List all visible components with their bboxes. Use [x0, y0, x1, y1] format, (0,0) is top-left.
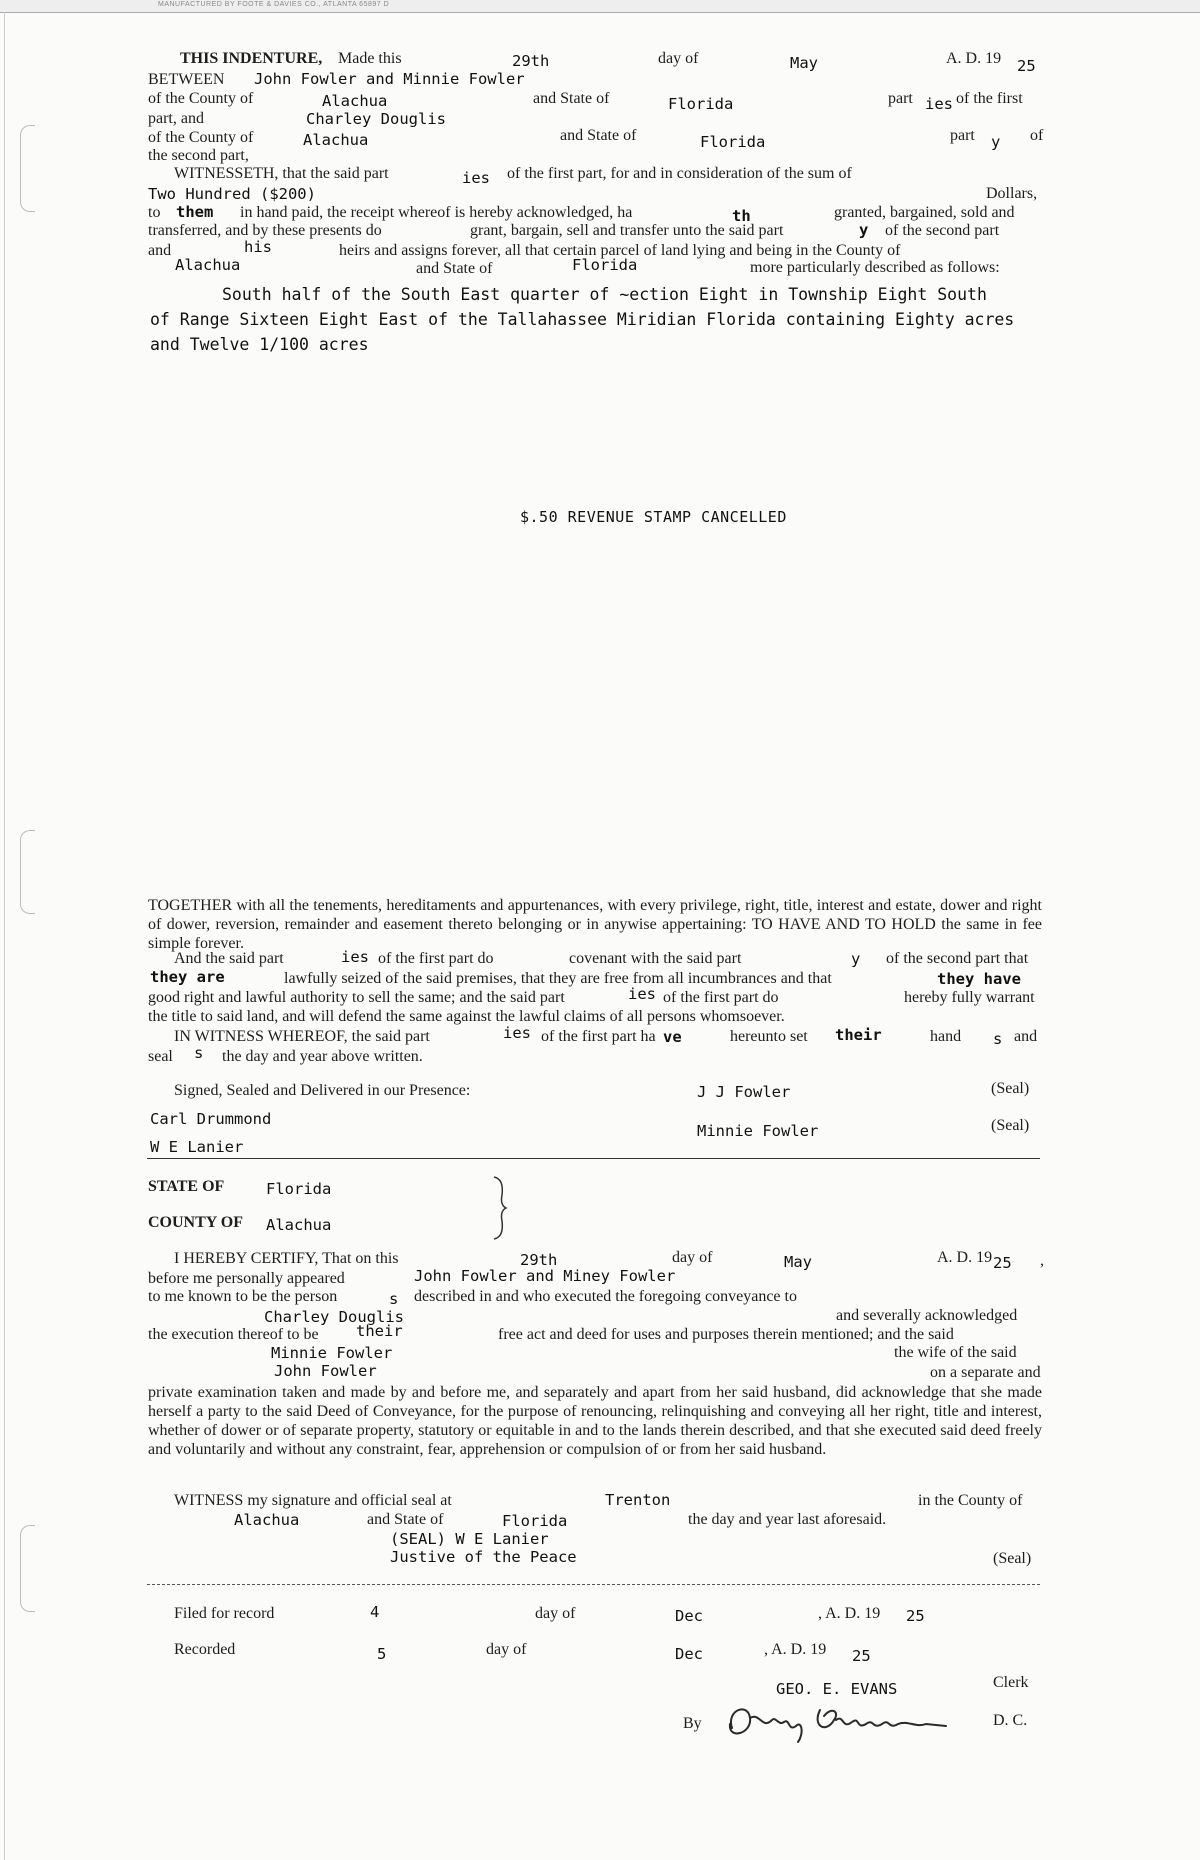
day-of: day of [658, 50, 699, 67]
first-party: John Fowler and Minnie Fowler [254, 70, 525, 88]
of-label: of [1030, 127, 1044, 144]
second-part-clause: of the second part [885, 222, 1000, 239]
county-3: Alachua [175, 256, 241, 274]
recorded-month: Dec [675, 1645, 703, 1663]
state-label: and State of [367, 1511, 444, 1528]
free-act: free act and deed for uses and purposes therein mentioned; and the said [498, 1326, 954, 1343]
ack-year: 25 [993, 1254, 1012, 1272]
place: Trenton [605, 1491, 671, 1509]
binding-bracket [20, 830, 35, 914]
ack-day: 29th [520, 1251, 558, 1269]
ad-label: A. D. 19 [946, 50, 1002, 67]
and-label: and [148, 242, 172, 259]
second-part: the second part, [148, 147, 249, 164]
state-3: Florida [572, 256, 638, 274]
second-party: Charley Douglis [306, 110, 446, 128]
transferred: transferred, and by these presents do [148, 222, 382, 239]
official-seal-signature: (SEAL) W E Lanier [390, 1530, 549, 1548]
their-label: their [835, 1026, 882, 1044]
left-margin-rule [4, 12, 5, 1860]
witnesseth-b: of the first part, for and in consideration of the sum of [507, 165, 852, 182]
ack-county: Alachua [266, 1216, 332, 1234]
description-line: South half of the South East quarter of ~ection Eight in Township Eight South [222, 285, 987, 304]
warrant: hereby fully warrant [904, 989, 1035, 1006]
in-county: in the County of [918, 1492, 1023, 1509]
private-examination: private examination taken and made by and before me, and separately and apart from her said husband, did acknowledge that she made herself a party to the said Deed of Conveyance, for the purpose of renouncing, relinquishing and conveying all her right, title and interest, whether of dower or of separate property, statutory or equitable in and to the lands therein described, and that she executed said deed freely and voluntarily and without any constraint, fear, apprehension or compulsion of or from her said husband. [148, 1384, 1042, 1458]
county-1: Alachua [322, 92, 388, 110]
part-label: part [888, 90, 913, 107]
good-right: good right and lawful authority to sell the same; and the said part [148, 989, 565, 1006]
separate: on a separate and [930, 1364, 1041, 1381]
ad-label: A. D. 19 [937, 1249, 993, 1266]
heirs-clause: heirs and assigns forever, all that certain parcel of land lying and being in the County of [339, 242, 901, 259]
witness-signature: W E Lanier [150, 1138, 244, 1156]
part-suffix: ies [925, 95, 953, 113]
granted: granted, bargained, sold and [834, 204, 1015, 221]
grant-clause: grant, bargain, sell and transfer unto the said part [470, 222, 784, 239]
to-label: to [148, 204, 161, 221]
section-divider [147, 1158, 1040, 1159]
filed-label: Filed for record [174, 1605, 275, 1622]
deed-year: 25 [1017, 57, 1036, 75]
described: described in and who executed the foregoing conveyance to [414, 1288, 797, 1305]
manufacturer-imprint: MANUFACTURED BY FOOTE & DAVIES CO., ATLANTA 65897 D [158, 1, 390, 8]
ack-month: May [784, 1253, 812, 1271]
ack-county-2: Alachua [234, 1511, 300, 1529]
part-suffix: ies [462, 169, 490, 187]
their-label: their [356, 1322, 403, 1340]
state-of-label: STATE OF [148, 1178, 225, 1195]
filed-day: 4 [370, 1603, 380, 1621]
together-clause: TOGETHER with all the tenements, hereditaments and appurtenances, with every privilege, right, title, interest and estate, dower and right of dower, reversion, remainder and easement thereto belonging or in anywise appertaining: TO HAVE AND TO HOLD the same in fee simple forever. [148, 897, 1042, 952]
s-suffix: s [389, 1290, 399, 1308]
sum-amount: Two Hundred ($200) [148, 185, 316, 203]
deputy-clerk-label: D. C. [993, 1712, 1028, 1729]
they-are: they are [150, 968, 225, 986]
recorded-day: 5 [377, 1645, 387, 1663]
witness-signature-clause: WITNESS my signature and official seal at [174, 1492, 452, 1509]
known: to me known to be the person [148, 1288, 338, 1305]
witness-suffix: ies [503, 1024, 531, 1042]
part-label: part [950, 127, 975, 144]
binding-bracket [20, 125, 35, 212]
part-and: part, and [148, 110, 204, 127]
s-suffix: s [194, 1044, 204, 1062]
day-of: day of [535, 1605, 576, 1622]
county-of-label: COUNTY OF [148, 1214, 243, 1231]
grantor-signature: J J Fowler [697, 1083, 791, 1101]
day-of: day of [486, 1641, 527, 1658]
certify: I HEREBY CERTIFY, That on this [174, 1250, 399, 1267]
hand-label: hand [930, 1028, 962, 1045]
comma: , [1040, 1252, 1044, 1269]
deputy-clerk-signature [720, 1690, 980, 1750]
ack-grantee: Charley Douglis [264, 1308, 404, 1326]
section-divider [147, 1584, 1040, 1585]
recorded-label: Recorded [174, 1641, 236, 1658]
grantor-signature: Minnie Fowler [697, 1122, 819, 1140]
land-description [150, 282, 1014, 357]
seized: lawfully seized of the said premises, that they are free from all incumbrances and that [284, 970, 832, 987]
execution: the execution thereof to be [148, 1326, 319, 1343]
state-1: Florida [668, 95, 734, 113]
cov-c: covenant with the said part [569, 950, 742, 967]
brace-icon [490, 1175, 510, 1241]
dollars-label: Dollars, [986, 185, 1038, 202]
s-suffix: s [993, 1030, 1003, 1048]
clerk-name: GEO. E. EVANS [776, 1680, 898, 1698]
cov-suffix: ies [341, 948, 369, 966]
deed-day: 29th [512, 52, 550, 70]
parties-suffix: ies [628, 985, 656, 1003]
county-label: of the County of [148, 129, 254, 146]
seal-mark: (Seal) [991, 1080, 1030, 1097]
filed-month: Dec [675, 1607, 703, 1625]
county-2: Alachua [303, 131, 369, 149]
seal-mark: (Seal) [991, 1117, 1030, 1134]
indenture-label: THIS INDENTURE, [180, 50, 323, 67]
they-have: they have [937, 970, 1021, 988]
signed-label: Signed, Sealed and Delivered in our Presence: [174, 1082, 471, 1099]
state-2: Florida [700, 133, 766, 151]
to-whom: them [176, 203, 214, 221]
description-line: and Twelve 1/100 acres [150, 335, 369, 354]
ack-state: Florida [266, 1180, 332, 1198]
ad-label: , A. D. 19 [818, 1605, 881, 1622]
and-label: and [1014, 1028, 1038, 1045]
made-this: Made this [338, 50, 402, 67]
witness-b: of the first part ha [541, 1028, 656, 1045]
binding-bracket [20, 1525, 35, 1612]
seal-label: seal [148, 1048, 173, 1065]
ack-state-2: Florida [502, 1512, 568, 1530]
ha-suffix: th [732, 207, 751, 225]
state-label: and State of [416, 260, 493, 277]
witnesseth: WITNESSETH, that the said part [174, 165, 389, 182]
deed-month: May [790, 54, 818, 72]
in-hand: in hand paid, the receipt whereof is hereby acknowledged, ha [240, 204, 633, 221]
part-suffix: y [991, 133, 1001, 151]
ad-label: , A. D. 19 [764, 1641, 827, 1658]
witness-signature: Carl Drummond [150, 1110, 272, 1128]
severally: and severally acknowledged [836, 1307, 1018, 1324]
have-suffix: ve [663, 1028, 682, 1046]
last-aforesaid: the day and year last aforesaid. [688, 1511, 887, 1528]
witness-a: IN WITNESS WHEREOF, the said part [174, 1028, 430, 1045]
cov-a: And the said part [174, 950, 284, 967]
described: more particularly described as follows: [750, 259, 1000, 276]
husband-name: John Fowler [274, 1362, 377, 1380]
state-label: and State of [533, 90, 610, 107]
day-of: day of [672, 1249, 713, 1266]
cov-d: of the second part that [886, 950, 1029, 967]
between-label: BETWEEN [148, 71, 225, 88]
defend: the title to said land, and will defend the same against the lawful claims of all persons whomsoever. [148, 1008, 785, 1025]
cov-b: of the first part do [378, 950, 494, 967]
hereunto: hereunto set [730, 1028, 808, 1045]
recorded-year: 25 [852, 1647, 871, 1665]
his-label: his [244, 238, 272, 256]
official-title: Justive of the Peace [390, 1548, 577, 1566]
county-label: of the County of [148, 90, 254, 107]
seal-mark: (Seal) [993, 1550, 1032, 1567]
wife-of: the wife of the said [894, 1344, 1017, 1361]
filed-year: 25 [906, 1607, 925, 1625]
wife-name: Minnie Fowler [271, 1344, 393, 1362]
by-label: By [683, 1715, 702, 1732]
clerk-label: Clerk [993, 1674, 1029, 1691]
first-part-do: of the first part do [663, 989, 779, 1006]
before-me: before me personally appeared [148, 1270, 345, 1287]
cov-suffix: y [851, 950, 861, 968]
description-line: of Range Sixteen Eight East of the Tallahassee Miridian Florida containing Eighty acres [150, 310, 1015, 329]
appeared-names: John Fowler and Miney Fowler [414, 1267, 676, 1285]
day-year: the day and year above written. [222, 1048, 423, 1065]
state-label: and State of [560, 127, 637, 144]
of-the-first: of the first [956, 90, 1023, 107]
revenue-stamp-note: $.50 REVENUE STAMP CANCELLED [520, 508, 787, 526]
part-suffix: y [859, 221, 869, 239]
